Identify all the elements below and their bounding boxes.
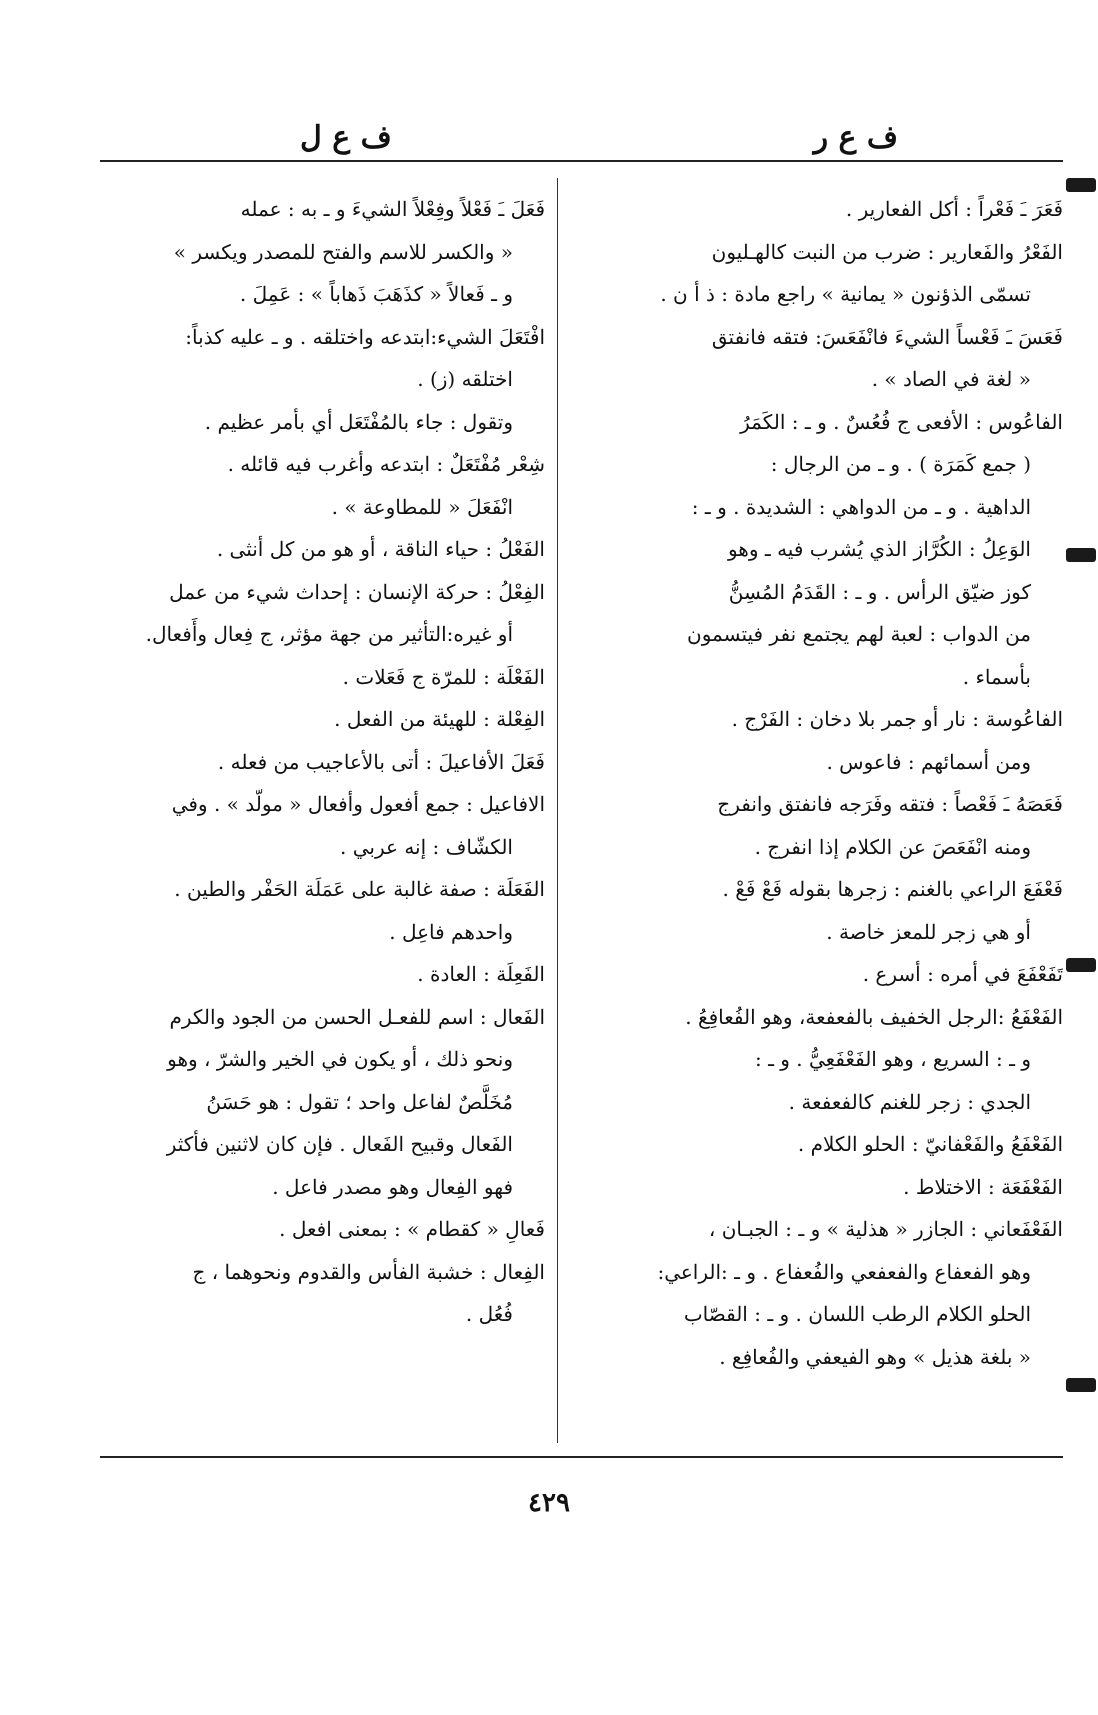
text-line: الفِعال : خشبة الفأس والقدوم ونحوهما ، ج [192,1259,545,1284]
text-line: الحلو الكلام الرطب اللسان . و ـ : القصّاب [683,1302,1031,1326]
text-line: « والكسر للاسم والفتح للمصدر ويكسر » [173,239,513,264]
text-line: و ـ : السريع ، وهو الفَعْفَعِيُّ . و ـ : [754,1047,1031,1071]
text-line: الافاعيل : جمع أفعول وأفعال « مولّد » . وفي [171,792,545,816]
text-line: و ـ فَعالاً « كذَهَبَ ذَهاباً » : عَمِلَ . [239,282,513,306]
text-line: أو هي زجر للمعز خاصة . [826,919,1031,944]
text-line: الفَعْرُ والفَعارير : ضرب من النبت كالهـليون [711,239,1063,264]
text-line: مُخَلَّصٌ لفاعل واحد ؛ تقول : هو حَسَنُ [206,1089,513,1114]
text-line: أو غيره:التأثير من جهة مؤثر، ج فِعال وأَفعال. [145,622,513,646]
text-line: الفاعُوس : الأفعى ج فُعُسٌ . و ـ : الكَمَرُ [740,409,1063,434]
text-line: وهو الفعفاع والفعفعي والفُعفاع . و ـ :الراعي: [657,1259,1031,1284]
running-head-right: ف ع ر [813,120,898,155]
text-line: « بلغة هذيل » وهو الفيعفي والفُعافِع . [719,1344,1031,1369]
text-line: ومن أسمائهم : فاعوس . [826,749,1031,774]
right-column [563,188,1063,1443]
text-line: الكشّاف : إنه عربي . [340,834,513,859]
text-line: الفَعِلَة : العادة . [417,962,545,986]
text-line: الفَعال وقبيح الفَعال . فإن كان لاثنين فأكثر [166,1132,513,1156]
text-line: الفَعْفَعَة : الاختلاط . [903,1174,1063,1199]
text-line: فَعَسَ ـَ فَعْساً الشيءَ فانْفَعَسَ: فتقه فانفتق [711,324,1063,349]
text-line: الفَعْلَة : للمرّة ج فَعَلات . [342,664,545,689]
text-line: فَعَرَ ـَ فَعْراً : أكل الفعارير . [845,197,1063,221]
text-line: الفَعْفَعُ والفَعْفانيّ : الحلو الكلام . [797,1132,1063,1156]
page-edge-mark [1066,178,1096,192]
text-line: شِعْر مُفْتَعَلٌ : ابتدعه وأغرب فيه قائله . [227,452,545,476]
column-divider [557,178,558,1443]
text-line: فهو الفِعال وهو مصدر فاعل . [272,1174,513,1199]
text-line: فَعَلَ الأفاعيلَ : أتى بالأعاجيب من فعله . [217,749,545,774]
text-line: فَعالِ « كقطام » : بمعنى افعل . [279,1217,545,1241]
text-line: الجدي : زجر للغنم كالفعفعة . [788,1089,1031,1114]
text-line: انْفَعَلَ « للمطاوعة » . [331,494,513,519]
text-line: « لغة في الصاد » . [871,367,1031,391]
text-line: واحدهم فاعِل . [389,919,513,944]
text-line: الداهية . و ـ من الدواهي : الشديدة . و ـ : [691,494,1031,519]
text-line: تَفَعْفَعَ في أمره : أسرع . [862,962,1063,986]
text-line: تسمّى الذؤنون « يمانية » راجع مادة : ذ أ ن . [660,282,1031,306]
text-line: فَعْفَعَ الراعي بالغنم : زجرها بقوله فَعْ فَعْ . [722,877,1063,901]
text-line: فَعَصَهُ ـَ فَعْصاً : فتقه وفَرَجه فانفتق وانفرج [717,792,1063,816]
text-line: الوَعِلُ : الكُرَّاز الذي يُشرب فيه ـ وهو [727,537,1031,561]
text-line: فُعُل . [465,1302,513,1326]
text-line: الفَعال : اسم للفعـل الحسن من الجود والكرم [169,1004,545,1029]
text-line: ( جمع كَمَرَة ) . و ـ من الرجال : [770,452,1031,476]
footer-rule [100,1456,1063,1458]
text-line: ونحو ذلك ، أو يكون في الخير والشرّ ، وهو [167,1047,513,1071]
text-line: بأسماء . [962,664,1031,689]
page-edge-mark [1066,548,1096,562]
page-edge-mark [1066,958,1096,972]
text-line: الفاعُوسة : نار أو جمر بلا دخان : الفَرْج . [731,707,1063,731]
text-line: الفِعْلة : للهيئة من الفعل . [334,707,545,731]
text-line: من الدواب : لعبة لهم يجتمع نفر فيتسمون [687,622,1031,646]
running-head-left: ف ع ل [300,120,392,155]
header-rule [100,160,1063,162]
text-line: الفَعْفَعاني : الجازر « هذلية » و ـ : الجبـان ، [708,1217,1063,1241]
text-line: اختلقه (ز) . [417,367,513,391]
text-line: افْتَعَلَ الشيء:ابتدعه واختلقه . و ـ عليه كذباً: [185,324,545,349]
left-column [100,188,545,1443]
text-line: الفَعْفَعُ :الرجل الخفيف بالفعفعة، وهو الفُعافِعُ . [685,1004,1063,1029]
text-line: وتقول : جاء بالمُفْتَعَل أي بأمر عظيم . [204,409,513,434]
text-line: ومنه انْفَعَصَ عن الكلام إذا انفرج . [754,834,1031,859]
text-line: الفَعْلُ : حياء الناقة ، أو هو من كل أنثى . [216,537,545,561]
page-edge-mark [1066,1378,1096,1392]
text-line: فَعَلَ ـَ فَعْلاً وفِعْلاً الشيءَ و ـ به : عمله [240,197,545,221]
text-line: الفَعَلَة : صفة غالبة على عَمَلَة الحَفْر والطين . [174,877,545,901]
text-line: الفِعْلُ : حركة الإنسان : إحداث شيء من عمل [169,579,545,604]
page-number: ٤٢٩ [528,1488,570,1518]
text-line: كوز ضيّق الرأس . و ـ : القَدَمُ المُسِنُّ [728,579,1031,604]
